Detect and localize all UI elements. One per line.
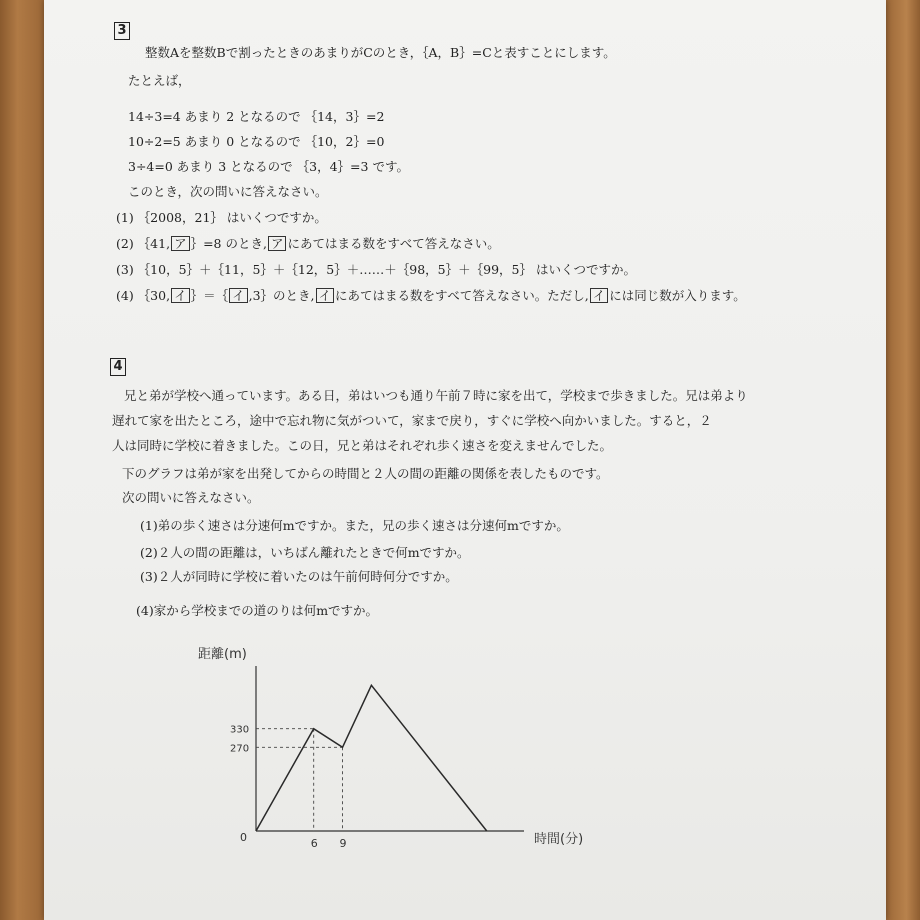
q3-q4-part-b: ｝＝｛	[190, 288, 229, 303]
q3-q4-part-a: (4) ｛30,	[116, 288, 171, 303]
q4-paragraph-line-3: 人は同時に学校に着きました。この日，兄と弟はそれぞれ歩く速さを変えませんでした。	[112, 438, 613, 453]
y-axis-label: 距離(m)	[198, 647, 247, 662]
question-3-number: 3	[114, 22, 130, 40]
q4-prompt: 次の問いに答えなさい。	[122, 490, 260, 505]
q3-question-4	[116, 288, 746, 304]
q3-example-1: 14÷3=4 あまり 2 となるので ｛14，3｝=2	[128, 109, 385, 124]
q3-question-1: (1) ｛2008，21｝ はいくつですか。	[116, 210, 327, 225]
q3-q4-part-c: ,3｝のとき,	[248, 288, 315, 303]
wood-background-right	[886, 0, 920, 920]
q3-example-2: 10÷2=5 あまり 0 となるので ｛10，2｝=0	[128, 134, 385, 149]
y-tick-label-270: 270	[230, 743, 250, 755]
x-tick-label-6: 6	[310, 837, 318, 850]
answer-box-a: ア	[268, 236, 287, 251]
q3-q4-part-e: には同じ数が入ります。	[609, 288, 746, 303]
y-tick-label-330: 330	[230, 724, 250, 736]
q3-q2-part-a: (2) ｛41,	[116, 236, 171, 251]
q3-intro: 整数Aを整数Bで割ったときのあまりがCのとき，｛A，B｝=Cと表すことにします。	[145, 45, 616, 60]
q4-graph-description: 下のグラフは弟が家を出発してからの時間と２人の間の距離の関係を表したものです。	[122, 466, 609, 481]
q3-q2-part-c: にあてはまる数をすべて答えなさい。	[287, 236, 500, 251]
q4-paragraph-line-1: 兄と弟が学校へ通っています。ある日，弟はいつも通り午前７時に家を出て，学校まで歩きました。兄は弟より	[124, 388, 748, 403]
question-4-number: 4	[110, 358, 126, 376]
exam-paper	[44, 0, 886, 920]
answer-box-a: ア	[171, 236, 190, 251]
q3-question-2	[116, 236, 500, 252]
distance-time-graph	[174, 636, 614, 866]
q3-q4-part-d: にあてはまる数をすべて答えなさい。ただし,	[335, 288, 589, 303]
origin-label: 0	[240, 831, 247, 844]
answer-box-i: イ	[229, 288, 248, 303]
answer-box-i: イ	[590, 288, 609, 303]
q3-example-lead: たとえば，	[128, 73, 191, 88]
x-axis-label: 時間(分)	[534, 832, 584, 847]
q3-example-3: 3÷4=0 あまり 3 となるので ｛3，4｝=3 です。	[128, 159, 409, 174]
q4-question-3: (3)２人が同時に学校に着いたのは午前何時何分ですか。	[140, 569, 458, 584]
q4-question-4: (4)家から学校までの道のりは何mですか。	[136, 603, 379, 618]
x-tick-label-9: 9	[339, 837, 347, 850]
q4-question-2: (2)２人の間の距離は，いちばん離れたときで何mですか。	[140, 545, 470, 560]
q3-prompt: このとき，次の問いに答えなさい。	[128, 184, 328, 199]
answer-box-i: イ	[316, 288, 335, 303]
q3-q2-part-b: ｝=8 のとき,	[190, 236, 267, 251]
wood-background-left	[0, 0, 44, 920]
answer-box-i: イ	[171, 288, 190, 303]
q4-paragraph-line-2: 遅れて家を出たところ，途中で忘れ物に気がついて，家まで戻り，すぐに学校へ向かいました。すると，２	[112, 413, 712, 428]
distance-series-line	[256, 685, 487, 831]
q4-question-1: (1)弟の歩く速さは分速何mですか。また，兄の歩く速さは分速何mですか。	[140, 518, 569, 533]
q3-question-3: (3) ｛10，5｝＋｛11，5｝＋｛12，5｝＋……＋｛98，5｝＋｛99，5｝ はいくつですか。	[116, 262, 636, 277]
